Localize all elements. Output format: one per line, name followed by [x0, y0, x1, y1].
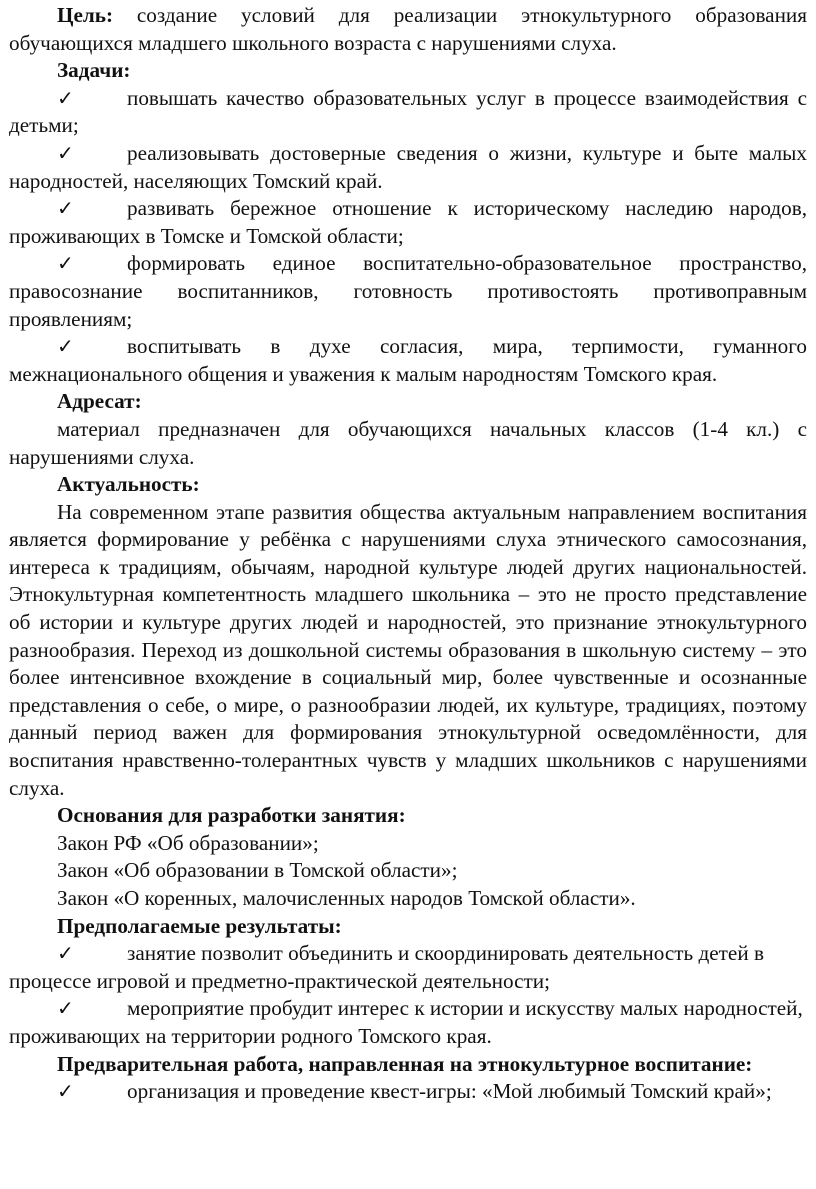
addressee-text: материал предназначен для обучающихся начальных классов (1-4 кл.) с нарушениями слуха.: [9, 416, 807, 469]
goal-text: создание условий для реализации этнокультурного образования обучающихся младшего школьного возраста с нарушениями слуха.: [9, 3, 807, 55]
checkmark-icon: ✓: [57, 196, 74, 221]
relevance-text: На современном этапе развития общества актуальным направлением воспитания является формирование у ребёнка с нарушениями слуха этнического самосознания, интереса к традициям, обычаям, народной культуре людей других национальностей. Этнокультурная компетентность младшего школьника – это не просто представление об истории и культуре других людей и народностей, это признание этнокультурного разнообразия. Переход из дошкольной системы образования в школьную систему – это более интенсивное вхождение в социальный мир, более чувственные и осознанные представления о себе, о мире, о разнообразии людей, их культуре, традициях, поэтому данный период важен для формирования этнокультурной осведомлённости, для воспитания нравственно-толерантных чувств у младших школьников с нарушениями слуха.: [9, 499, 807, 800]
result-item-text: занятие позволит объединить и скоординировать деятельность детей в процессе игровой и предметно-практической деятельности;: [9, 941, 764, 993]
result-item-text: мероприятие пробудит интерес к истории и искусству малых народностей, проживающих на территории родного Томского края.: [9, 996, 803, 1048]
task-item: [9, 250, 807, 333]
task-item-text: развивать бережное отношение к историческому наследию народов, проживающих в Томске и Томской области;: [9, 196, 807, 248]
task-item-text: воспитывать в духе согласия, мира, терпимости, гуманного межнационального общения и уважения к малым народностям Томского края.: [9, 334, 807, 386]
checkmark-icon: ✓: [57, 996, 74, 1021]
goal-paragraph: [9, 2, 807, 57]
task-item: [9, 140, 807, 195]
grounds-item: Закон «О коренных, малочисленных народов Томской области».: [57, 886, 636, 910]
grounds-item: Закон РФ «Об образовании»;: [57, 830, 319, 855]
task-item: [9, 85, 807, 140]
task-item: [9, 333, 807, 388]
goal-label: Цель:: [57, 3, 114, 27]
prework-item: [9, 1078, 807, 1106]
prework-item-text: организация и проведение квест-игры: «Мой любимый Томский край»;: [127, 1079, 772, 1104]
tasks-heading: Задачи:: [57, 58, 131, 83]
grounds-heading: Основания для разработки занятия:: [57, 803, 406, 828]
checkmark-icon: ✓: [57, 941, 74, 966]
grounds-item: Закон «Об образовании в Томской области»;: [57, 858, 458, 883]
checkmark-icon: ✓: [57, 140, 74, 165]
checkmark-icon: ✓: [57, 251, 74, 276]
checkmark-icon: ✓: [57, 334, 74, 359]
result-item: [9, 940, 807, 995]
checkmark-icon: ✓: [57, 85, 74, 110]
checkmark-icon: ✓: [57, 1079, 74, 1104]
result-item: [9, 995, 807, 1050]
task-item: [9, 195, 807, 250]
addressee-heading: Адресат:: [57, 389, 142, 414]
results-heading: Предполагаемые результаты:: [57, 913, 342, 938]
task-item-text: реализовывать достоверные сведения о жизни, культуре и быте малых народностей, населяющих Томский край.: [9, 140, 807, 193]
task-item-text: повышать качество образовательных услуг в процессе взаимодействия с детьми;: [9, 85, 807, 138]
relevance-heading: Актуальность:: [57, 472, 200, 497]
prework-heading: Предварительная работа, направленная на этнокультурное воспитание:: [57, 1051, 753, 1076]
task-item-text: формировать единое воспитательно-образовательное пространство, правосознание воспитанников, готовность противостоять противоправным проявлениям;: [9, 251, 807, 331]
